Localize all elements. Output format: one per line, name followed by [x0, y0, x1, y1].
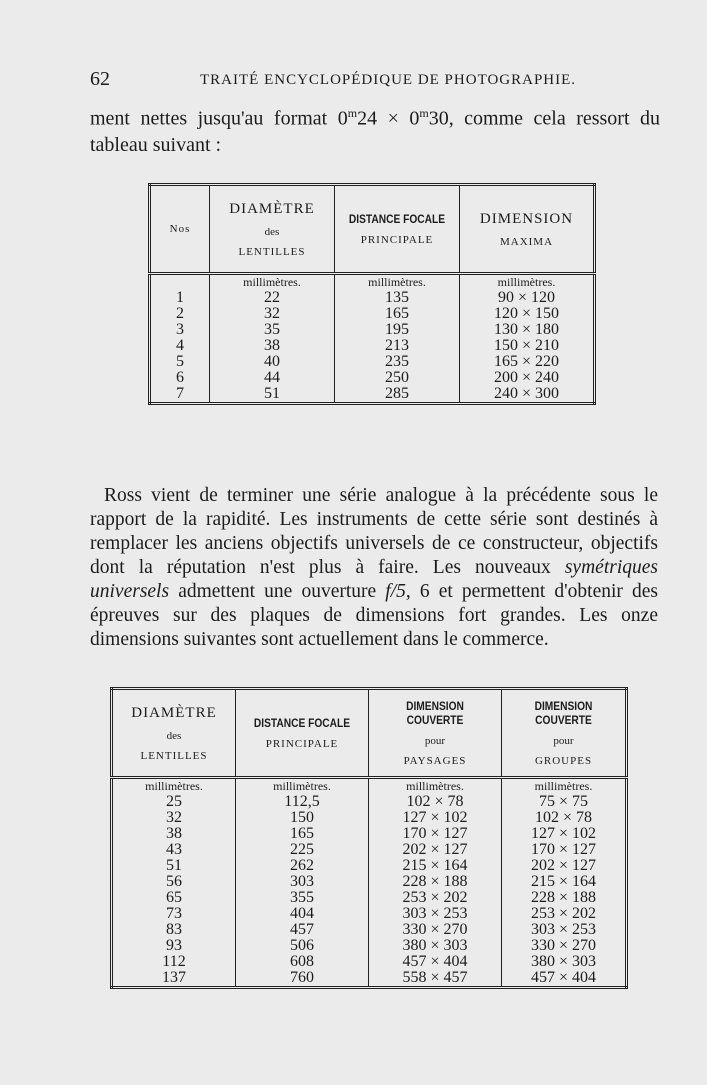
body-paragraph	[90, 484, 658, 652]
dimensions-column	[460, 290, 595, 404]
table-cell: 608	[290, 953, 314, 970]
table-cell: 90 × 120	[497, 289, 556, 306]
header-focale: DISTANCE FOCALE PRINCIPALE	[236, 689, 369, 778]
table-cell: 165	[385, 305, 409, 322]
table-cell: 760	[290, 969, 314, 986]
table-cell: 228 × 188	[530, 889, 597, 906]
table-cell: 2	[176, 305, 184, 322]
table-cell: 225	[290, 841, 314, 858]
table-cell: 44	[264, 369, 280, 386]
table-cell: 51	[166, 857, 182, 874]
paysages-column	[369, 794, 502, 988]
table-cell: 83	[166, 921, 182, 938]
table-cell: 404	[290, 905, 314, 922]
table-cell: 506	[290, 937, 314, 954]
table-cell: 73	[166, 905, 182, 922]
page-header	[90, 70, 650, 92]
table-cell: 170 × 127	[530, 841, 597, 858]
table-cell: 228 × 188	[402, 873, 468, 890]
table-cell: 240 × 300	[493, 385, 560, 402]
table-cell: 202 × 127	[530, 857, 597, 874]
numbers-column	[150, 290, 210, 404]
header-groupes: DIMENSION COUVERTE pour GROUPES	[502, 689, 627, 778]
table-cell: 213	[385, 337, 409, 354]
table-cell: 200 × 240	[493, 369, 560, 386]
table-cell: 253 × 202	[530, 905, 597, 922]
table-cell: 51	[264, 385, 280, 402]
table-cell: 215 × 164	[530, 873, 597, 890]
table-cell: 35	[264, 321, 280, 338]
table-cell: 457	[290, 921, 314, 938]
table-cell: 165 × 220	[493, 353, 560, 370]
focales-column	[335, 290, 460, 404]
table-cell: 25	[166, 793, 182, 810]
header-number: Nos	[150, 185, 210, 274]
table-cell: 380 × 303	[530, 953, 597, 970]
header-diametre: DIAMÈTRE des LENTILLES	[112, 689, 236, 778]
table-cell: 75 × 75	[538, 793, 589, 810]
header-paysages: DIMENSION COUVERTE pour PAYSAGES	[369, 689, 502, 778]
header-focale: DISTANCE FOCALE PRINCIPALE	[335, 185, 460, 274]
units-row: millimètres. millimètres. millimètres. millimètres.	[112, 778, 627, 795]
table-cell: 303 × 253	[402, 905, 468, 922]
table-cell: 165	[290, 825, 314, 842]
intro-part2: 24 × 0	[357, 107, 420, 130]
table-cell: 1	[176, 289, 184, 306]
table-cell: 330 × 270	[530, 937, 597, 954]
table-cell: 303 × 253	[530, 921, 597, 938]
paragraph-text2: admettent une ouverture	[169, 581, 386, 602]
lens-table-2	[110, 687, 628, 989]
table-cell: 330 × 270	[402, 921, 468, 938]
running-title: TRAITÉ ENCYCLOPÉDIQUE DE PHOTOGRAPHIE.	[200, 72, 577, 88]
table-cell: 262	[290, 857, 314, 874]
table-cell: 102 × 78	[406, 793, 464, 810]
table-cell: 32	[264, 305, 280, 322]
table-cell: 380 × 303	[402, 937, 468, 954]
table-cell: 250	[385, 369, 409, 386]
intro-part1: ment nettes jusqu'au format 0	[90, 107, 348, 130]
table-cell: 93	[166, 937, 182, 954]
table-cell: 150	[290, 809, 314, 826]
units-row: millimètres. millimètres. millimètres.	[150, 274, 595, 291]
lens-table-1	[148, 183, 596, 405]
table-cell: 22	[264, 289, 280, 306]
table-cell: 150 × 210	[493, 337, 560, 354]
values-row	[112, 794, 627, 988]
table-cell: 202 × 127	[402, 841, 468, 858]
groupes-column	[502, 794, 627, 988]
table-cell: 5	[176, 353, 184, 370]
values-row	[150, 290, 595, 404]
table-cell: 137	[162, 969, 186, 986]
table-cell: 170 × 127	[402, 825, 468, 842]
table-cell: 303	[290, 873, 314, 890]
table-cell: 127 × 102	[530, 825, 597, 842]
table-cell: 56	[166, 873, 182, 890]
table-cell: 457 × 404	[530, 969, 597, 986]
table-cell: 32	[166, 809, 182, 826]
table-cell: 43	[166, 841, 182, 858]
table-cell: 558 × 457	[402, 969, 468, 986]
table-cell: 7	[176, 385, 184, 402]
table-cell: 38	[264, 337, 280, 354]
intro-sup1: m	[347, 106, 358, 120]
table-cell: 135	[385, 289, 409, 306]
table-cell: 112	[162, 953, 186, 970]
table-cell: 102 × 78	[534, 809, 593, 826]
paragraph-text1: Ross vient de terminer une série analogue à la précédente sous le rapport de la rapidité. Les instruments de cette série sont destinés à remplacer les anciens objectifs universels de ce constructeur, objectifs dont la réputation n'est plus à faire. Les nouveaux	[90, 485, 658, 578]
table-cell: 112,5	[284, 793, 320, 810]
table-cell: 195	[385, 321, 409, 338]
paragraph-emphasis: symétriques universels	[90, 557, 658, 602]
paragraph-aperture: f/5	[385, 581, 406, 602]
intro-text	[90, 100, 660, 158]
header-diametre: DIAMÈTRE des LENTILLES	[210, 185, 335, 274]
paragraph-text3: , 6 et permettent d'obtenir des épreuves sur des plaques de dimensions fort grandes. Les onze dimensions suivantes sont actuellement dans le commerce.	[90, 581, 658, 650]
header-dimension: DIMENSION MAXIMA	[460, 185, 595, 274]
table-cell: 120 × 150	[493, 305, 560, 322]
table-cell: 235	[385, 353, 409, 370]
table-cell: 3	[176, 321, 184, 338]
table-cell: 215 × 164	[402, 857, 468, 874]
diametres-column	[210, 290, 335, 404]
diametres-column	[112, 794, 236, 988]
intro-sup2: m	[419, 106, 429, 120]
intro-part3: 30, comme cela ressort du tableau suivant :	[90, 107, 661, 156]
table-cell: 38	[166, 825, 182, 842]
focales-column	[236, 794, 369, 988]
table-cell: 6	[176, 369, 184, 386]
table-cell: 355	[290, 889, 314, 906]
table-cell: 127 × 102	[402, 809, 468, 826]
table-cell: 40	[264, 353, 280, 370]
table-cell: 4	[176, 337, 184, 354]
table-cell: 285	[385, 385, 409, 402]
table-cell: 65	[166, 889, 182, 906]
table-cell: 130 × 180	[493, 321, 560, 338]
page-number: 62	[90, 68, 110, 90]
table-cell: 457 × 404	[402, 953, 468, 970]
table-cell: 253 × 202	[402, 889, 468, 906]
